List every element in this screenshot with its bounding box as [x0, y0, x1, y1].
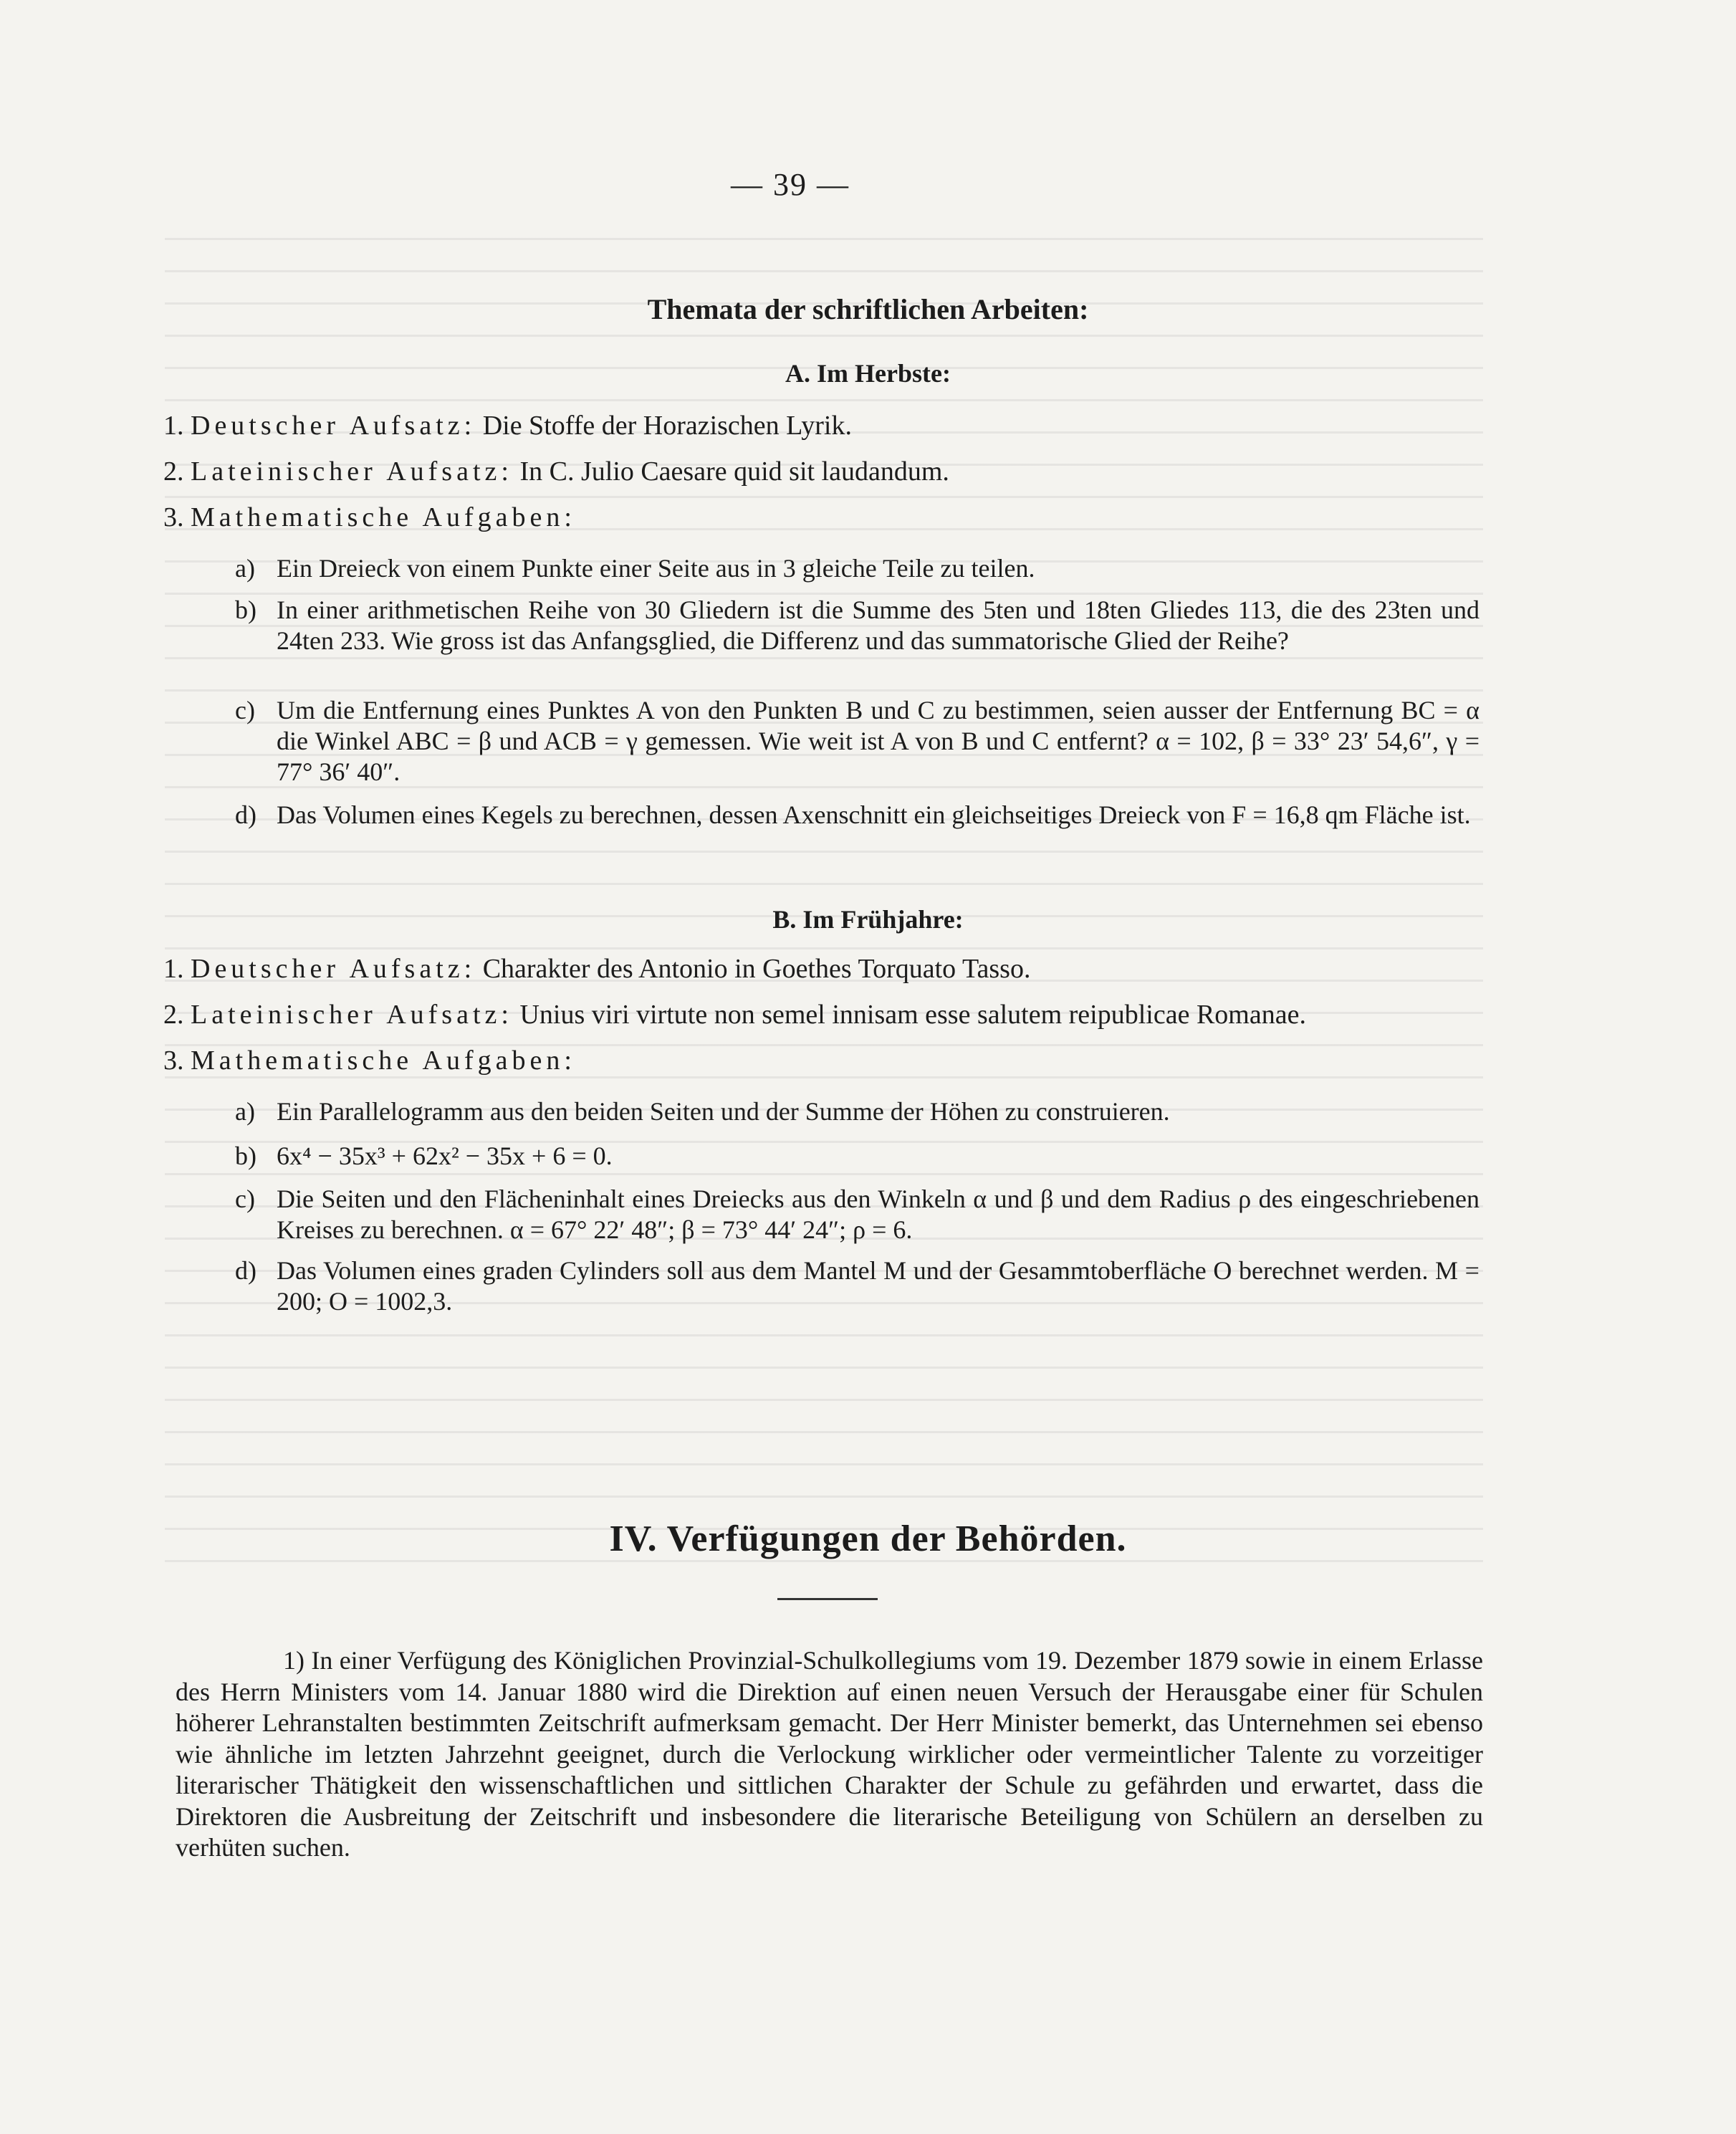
item-label: Mathematische Aufgaben: — [191, 1046, 576, 1076]
list-item — [163, 502, 576, 533]
item-number: 3. — [163, 502, 184, 532]
task-letter: b) — [235, 1142, 256, 1170]
item-number: 2. — [163, 1000, 184, 1030]
task-letter: c) — [235, 696, 255, 724]
task-letter: d) — [235, 1256, 256, 1285]
task-item — [236, 800, 1480, 831]
task-item — [236, 1255, 1480, 1317]
task-text: Um die Entfernung eines Punktes A von den Punkten B und C zu bestimmen, seien ausser der Entfernung BC = α die Winkel ABC = β und ACB = γ gemessen. Wie weit ist A von B und C entfernt? α = 102, β = 33° 23′ 54,6″, γ = 77° 36′ 40″. — [277, 696, 1480, 786]
section-divider — [777, 1598, 878, 1600]
page-number: — 39 — — [731, 167, 850, 202]
item-text: Unius viri virtute non semel innisam esse salutem reipublicae Romanae. — [519, 1000, 1306, 1030]
task-text: Das Volumen eines Kegels zu berechnen, dessen Axenschnitt ein gleichseitiges Dreieck von F = 16,8 qm Fläche ist. — [277, 800, 1471, 829]
item-text: In C. Julio Caesare quid sit laudandum. — [519, 456, 949, 487]
section-b-title: B. Im Frühjahre: — [772, 905, 964, 934]
item-number: 3. — [163, 1046, 184, 1076]
task-letter: a) — [235, 1097, 255, 1126]
section-iv-paragraph — [176, 1645, 1483, 1864]
task-letter: c) — [235, 1185, 255, 1213]
task-item — [236, 553, 1480, 584]
list-item — [163, 999, 1306, 1030]
task-text: In einer arithmetischen Reihe von 30 Gliedern ist die Summe des 5ten und 18ten Gliedes 113, die des 23ten und 24ten 233. Wie gross ist das Anfangsglied, die Differenz und das summatorische Glied der Reihe? — [277, 595, 1480, 655]
task-item — [236, 1184, 1480, 1245]
item-number: 1. — [163, 954, 184, 984]
paragraph-text: 1) In einer Verfügung des Königlichen Provinzial-Schulkollegiums vom 19. Dezember 1879 sowie in einem Erlasse des Herrn Ministers vom 14. Januar 1880 wird die Direktion auf einen neuen Versuch der Herausgabe einer für Schulen höherer Lehranstalten bestimmten Zeitschrift aufmerksam gemacht. Der Herr Minister bemerkt, das Unternehmen sei ebenso wie ähnliche im letzten Jahrzehnt geeignet, durch die Verlockung wirklicher oder vermeintlicher Talente zu vorzeitiger literarischer Thätigkeit den wissenschaftlichen und sittlichen Charakter der Schule zu gefährden und erwartet, dass die Direktoren die Ausbreitung der Zeitschrift und insbesondere die literarische Beteiligung von Schülern an derselben zu verhüten suchen. — [176, 1646, 1483, 1862]
task-text: Ein Parallelogramm aus den beiden Seiten und der Summe der Höhen zu construieren. — [277, 1097, 1170, 1126]
task-letter: d) — [235, 800, 256, 829]
item-label: Deutscher Aufsatz: — [191, 954, 476, 984]
item-text: Die Stoffe der Horazischen Lyrik. — [482, 411, 852, 441]
list-item — [163, 456, 949, 487]
task-text: 6x⁴ − 35x³ + 62x² − 35x + 6 = 0. — [277, 1142, 613, 1170]
task-item — [236, 695, 1480, 788]
task-text: Die Seiten und den Flächeninhalt eines Dreiecks aus den Winkeln α und β und dem Radius ρ des eingeschriebenen Kreises zu berechnen. α = 67° 22′ 48″; β = 73° 44′ 24″; ρ = 6. — [277, 1185, 1480, 1244]
item-label: Deutscher Aufsatz: — [191, 411, 476, 441]
task-text: Das Volumen eines graden Cylinders soll aus dem Mantel M und der Gesammtoberfläche O berechnet werden. M = 200; O = 1002,3. — [277, 1256, 1480, 1316]
task-item — [236, 595, 1480, 656]
page-heading: Themata der schriftlichen Arbeiten: — [647, 293, 1089, 325]
section-iv-title: IV. Verfügungen der Behörden. — [609, 1518, 1127, 1559]
task-letter: a) — [235, 554, 255, 583]
task-item — [236, 1141, 1480, 1172]
item-label: Lateinischer Aufsatz: — [191, 456, 513, 487]
item-text: Charakter des Antonio in Goethes Torquato Tasso. — [482, 954, 1031, 984]
list-item — [163, 1045, 576, 1076]
task-text: Ein Dreieck von einem Punkte einer Seite aus in 3 gleiche Teile zu teilen. — [277, 554, 1035, 583]
list-item — [163, 410, 852, 441]
list-item — [163, 953, 1030, 985]
section-a-title: A. Im Herbste: — [785, 359, 951, 388]
item-label: Lateinischer Aufsatz: — [191, 1000, 513, 1030]
item-number: 1. — [163, 411, 184, 441]
item-label: Mathematische Aufgaben: — [191, 502, 576, 532]
task-letter: b) — [235, 595, 256, 624]
item-number: 2. — [163, 456, 184, 487]
task-item — [236, 1096, 1480, 1127]
